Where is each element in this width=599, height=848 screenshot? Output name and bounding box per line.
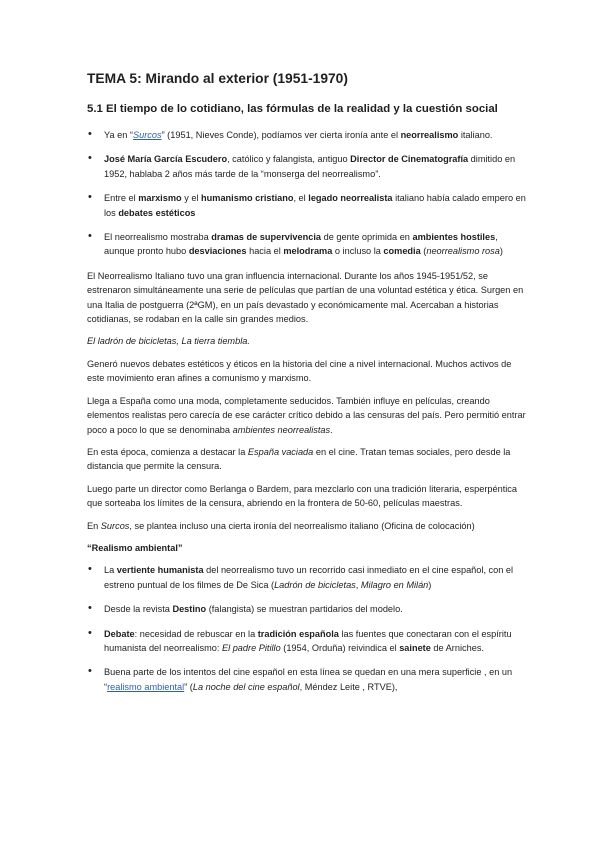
paragraph-surcos: En Surcos, se plantea incluso una cierta ironía del neorrealismo italiano (Oficina de colocación): [87, 520, 475, 531]
list-item: • El neorrealismo mostraba dramas de supervivencia de gente oprimida en ambientes hostiles, aunque pronto hubo desviaciones hacia el melodrama o incluso la comedia (neorrealismo rosa): [87, 230, 529, 259]
bullet-list-intro: [87, 128, 529, 259]
list-item: • José María García Escudero, católico y falangista, antiguo Director de Cinematografía dimitido en 1952, hablaba 2 años más tarde de la “monserga del neorrealismo”.: [87, 152, 529, 181]
list-item: • Debate: necesidad de rebuscar en la tradición española las fuentes que conectaran con el espíritu humanista del neorrealismo: El padre Pitillo (1954, Orduña) reivindica el sainete de Arniches.: [87, 627, 529, 656]
paragraph-directores: Luego parte un director como Berlanga o Bardem, para mezclarlo con una tradición literaria, esperpéntica que sorteaba los límites de la censura, abriendo en la frontera de 50-60, películas maestras.: [87, 483, 518, 509]
paragraph-debates: Generó nuevos debates estéticos y éticos en la historia del cine a nivel internacional. Muchos activos de este movimiento eran afines a comunismo y marxismo.: [87, 358, 512, 384]
surcos-link[interactable]: Surcos: [132, 130, 162, 140]
realismo-ambiental-link[interactable]: realismo ambiental: [107, 681, 185, 692]
list-item: • Entre el marxismo y el humanismo cristiano, el legado neorrealista italiano había calado empero en los debates estéticos: [87, 191, 529, 220]
list-item: • Ya en “Surcos” (1951, Nieves Conde), podíamos ver cierta ironía ante el neorrealismo italiano.: [87, 128, 529, 142]
list-item: • Desde la revista Destino (falangista) se muestran partidarios del modelo.: [87, 602, 529, 616]
paragraph-espana: Llega a España como una moda, completamente seducidos. También influye en películas, creando elementos realistas pero carecía de ese carácter crítico debido a las censuras del país. Pero permitió entrar poco a poco lo que se denominaba ambientes neorrealistas.: [87, 395, 526, 435]
section-heading: 5.1 El tiempo de lo cotidiano, las fórmulas de la realidad y la cuestión social: [87, 103, 498, 115]
paragraph-neorrealismo: El Neorrealismo Italiano tuvo una gran influencia internacional. Durante los años 1945-1951/52, se estrenaron simultáneamente una serie de películas que partían de una voluntad estética y ética. Surgen en una Italia de postguerra (2ªGM), en un país devastado y económicamente mal. Acercaban a historias cotidianas, se rodaban en la calle sin grandes medios.: [87, 270, 524, 325]
list-item: • Buena parte de los intentos del cine español en esta línea se quedan en una mera superficie , en un “realismo ambiental” (La noche del cine español, Méndez Leite , RTVE),: [87, 665, 529, 694]
page-title: TEMA 5: Mirando al exterior (1951-1970): [87, 71, 348, 86]
bullet-list-realismo: [87, 563, 529, 694]
subheading-realismo-ambiental: “Realismo ambiental”: [87, 542, 183, 553]
paragraph-epoca: En esta época, comienza a destacar la España vaciada en el cine. Tratan temas sociales, pero desde la distancia que permite la censura.: [87, 446, 511, 472]
list-item: • La vertiente humanista del neorrealismo tuvo un recorrido casi inmediato en el cine español, con el estreno puntual de los filmes de De Sica (Ladrón de bicicletas, Milagro en Milán): [87, 563, 529, 592]
paragraph-films: El ladrón de bicicletas, La tierra tiembla.: [87, 336, 250, 347]
